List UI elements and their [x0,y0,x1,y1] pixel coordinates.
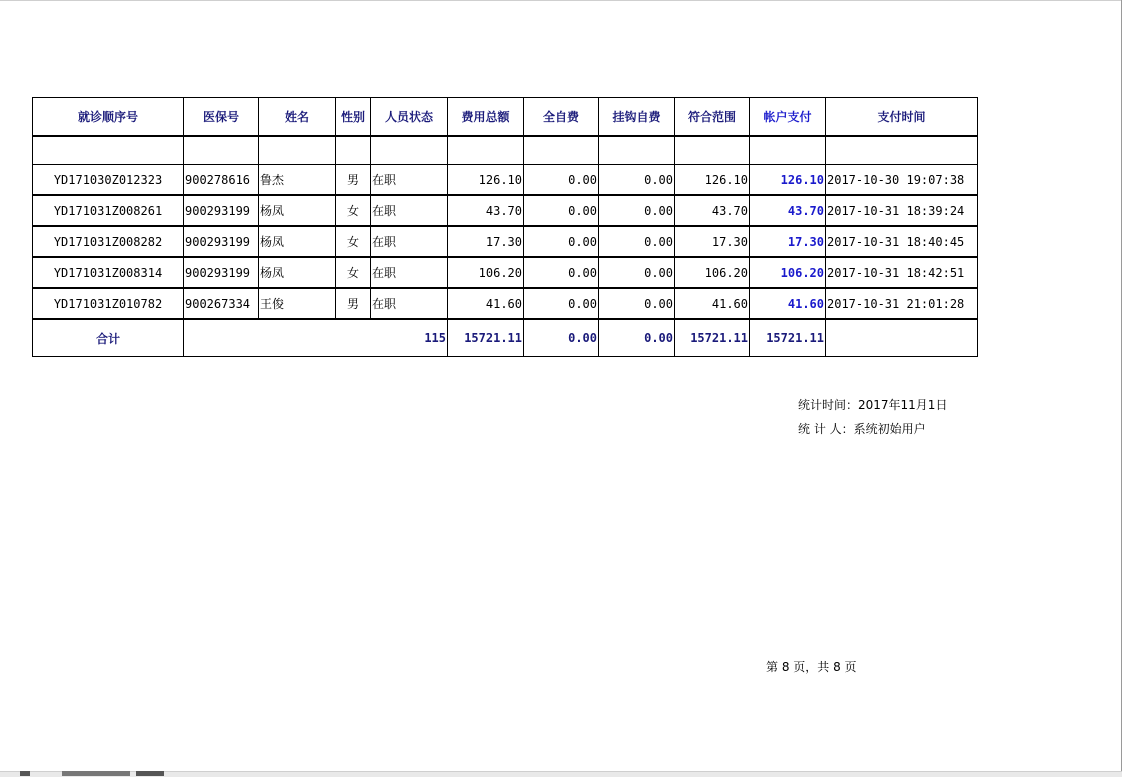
insurance-no: 900293199 [184,195,259,226]
in-scope: 17.30 [675,226,750,257]
status: 在职 [371,288,448,319]
linked-self-pay: 0.00 [599,195,675,226]
status: 在职 [371,165,448,196]
self-pay: 0.00 [524,288,599,319]
pay-time: 2017-10-31 18:40:45 [826,226,978,257]
pay-time: 2017-10-31 21:01:28 [826,288,978,319]
gender: 男 [336,165,371,196]
patient-name: 杨凤 [259,226,336,257]
col-pay-time: 支付时间 [826,98,978,137]
linked-self-pay: 0.00 [599,165,675,196]
page-number: 第 8 页，共 8 页 [766,660,857,674]
status-strip [0,771,180,776]
insurance-no: 900293199 [184,257,259,288]
col-name: 姓名 [259,98,336,137]
fee-total: 43.70 [448,195,524,226]
in-scope: 41.60 [675,288,750,319]
insurance-no: 900293199 [184,226,259,257]
table-row [33,165,978,196]
visit-no: YD171031Z010782 [33,288,184,319]
col-visit-no: 就诊顺序号 [33,98,184,137]
gender: 女 [336,257,371,288]
insurance-no: 900267334 [184,288,259,319]
header-row [33,98,978,137]
total-in-scope: 15721.11 [675,319,750,357]
empty-cell [371,136,448,165]
pay-time: 2017-10-31 18:39:24 [826,195,978,226]
col-account-pay: 帐户支付 [750,98,826,137]
empty-cell [184,136,259,165]
self-pay: 0.00 [524,195,599,226]
linked-self-pay: 0.00 [599,288,675,319]
in-scope: 43.70 [675,195,750,226]
fee-total: 106.20 [448,257,524,288]
total-fee: 15721.11 [448,319,524,357]
empty-cell [448,136,524,165]
empty-cell [826,136,978,165]
account-pay: 126.10 [750,165,826,196]
gender: 男 [336,288,371,319]
col-gender: 性别 [336,98,371,137]
empty-cell [675,136,750,165]
empty-row [33,136,978,165]
table-row [33,288,978,319]
total-empty-cell [826,319,978,357]
status: 在职 [371,226,448,257]
linked-self-pay: 0.00 [599,226,675,257]
visit-no: YD171030Z012323 [33,165,184,196]
fee-total: 41.60 [448,288,524,319]
total-row [33,319,978,357]
total-linked-self-pay: 0.00 [599,319,675,357]
patient-name: 鲁杰 [259,165,336,196]
total-count: 115 [184,319,448,357]
in-scope: 126.10 [675,165,750,196]
col-in-scope: 符合范围 [675,98,750,137]
self-pay: 0.00 [524,226,599,257]
in-scope: 106.20 [675,257,750,288]
patient-name: 杨凤 [259,195,336,226]
patient-name: 王俊 [259,288,336,319]
insurance-no: 900278616 [184,165,259,196]
empty-cell [750,136,826,165]
self-pay: 0.00 [524,165,599,196]
visit-no: YD171031Z008314 [33,257,184,288]
table-row [33,257,978,288]
strip-mark [136,771,164,776]
fee-total: 17.30 [448,226,524,257]
visit-no: YD171031Z008282 [33,226,184,257]
col-self-pay: 全自费 [524,98,599,137]
status: 在职 [371,195,448,226]
patient-name: 杨凤 [259,257,336,288]
empty-cell [336,136,371,165]
account-pay: 43.70 [750,195,826,226]
fee-total: 126.10 [448,165,524,196]
strip-mark [62,771,130,776]
table-row [33,195,978,226]
empty-cell [524,136,599,165]
gender: 女 [336,226,371,257]
pay-time: 2017-10-31 18:42:51 [826,257,978,288]
total-account-pay: 15721.11 [750,319,826,357]
account-pay: 17.30 [750,226,826,257]
empty-cell [259,136,336,165]
col-status: 人员状态 [371,98,448,137]
status: 在职 [371,257,448,288]
account-pay: 106.20 [750,257,826,288]
visit-no: YD171031Z008261 [33,195,184,226]
pay-time: 2017-10-30 19:07:38 [826,165,978,196]
col-linked-self-pay: 挂钩自费 [599,98,675,137]
gender: 女 [336,195,371,226]
strip-mark [20,771,30,776]
table-row [33,226,978,257]
empty-cell [599,136,675,165]
col-fee-total: 费用总额 [448,98,524,137]
stat-user: 统 计 人：系统初始用户 [798,422,926,436]
stat-time: 统计时间：2017年11月1日 [798,398,948,412]
report-table [32,97,978,357]
total-self-pay: 0.00 [524,319,599,357]
linked-self-pay: 0.00 [599,257,675,288]
self-pay: 0.00 [524,257,599,288]
page-top-edge [0,0,1122,1]
account-pay: 41.60 [750,288,826,319]
total-label: 合计 [33,319,184,357]
empty-cell [33,136,184,165]
col-insurance-no: 医保号 [184,98,259,137]
